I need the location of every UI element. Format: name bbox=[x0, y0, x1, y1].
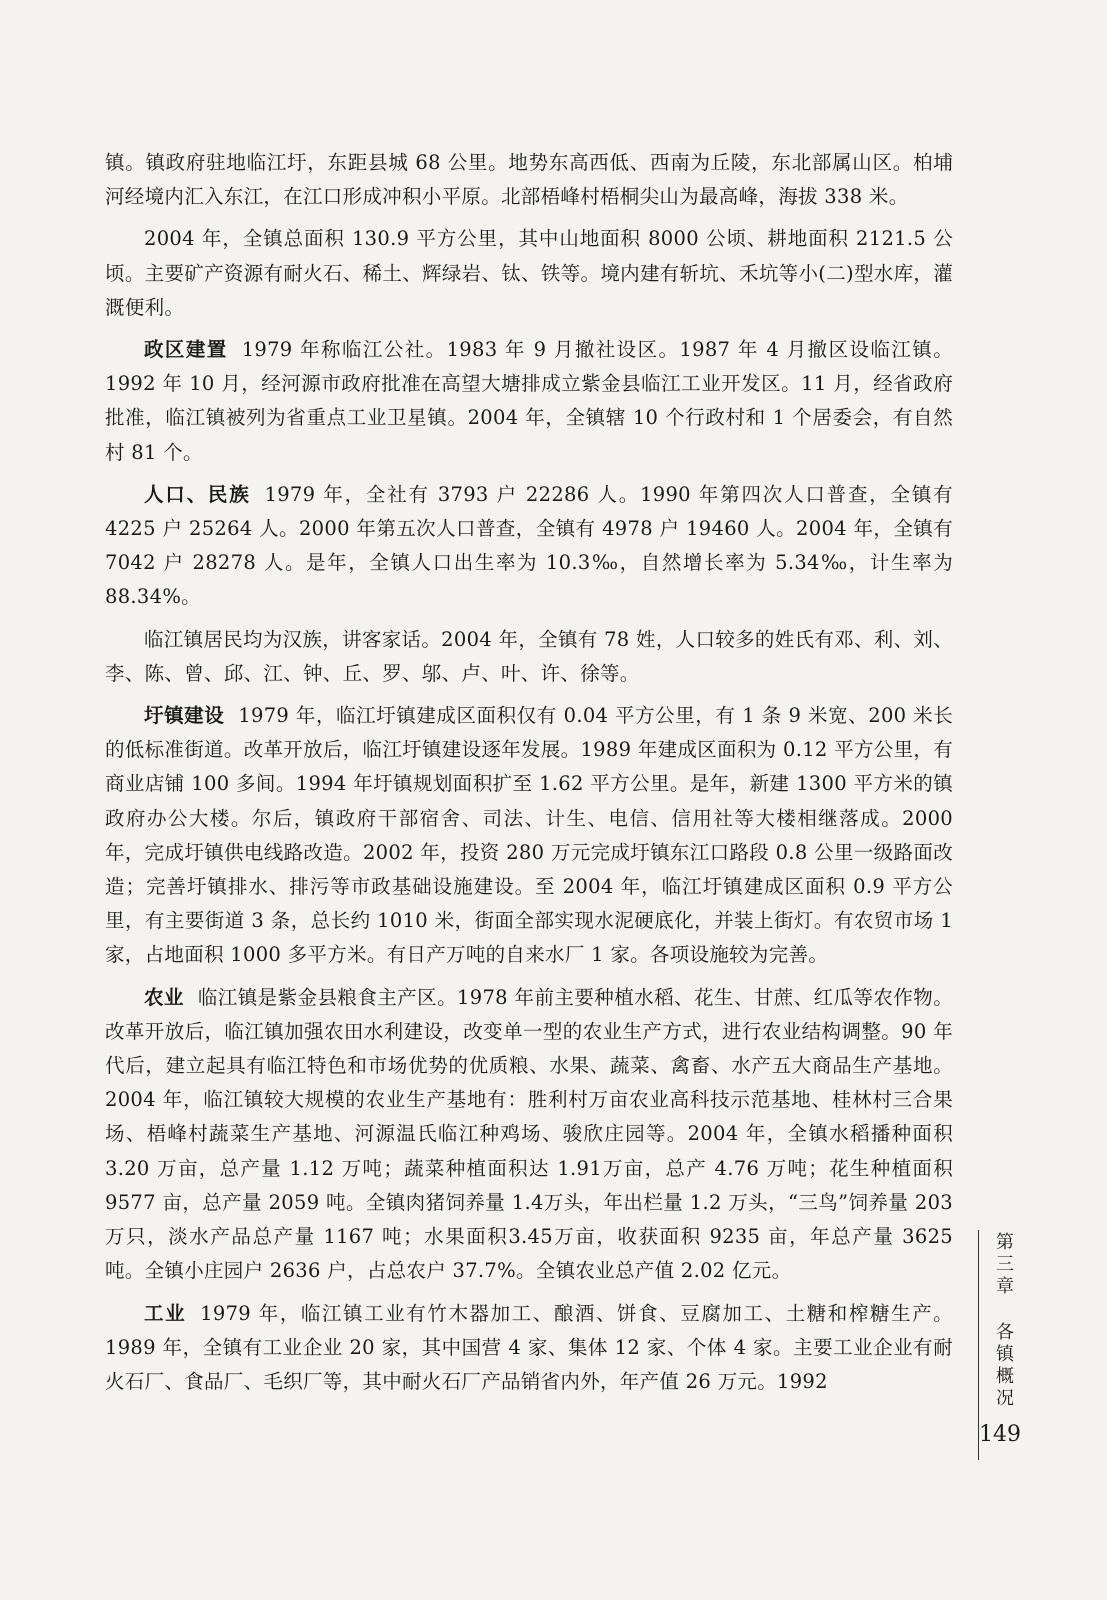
paragraph-text: 1979 年，临江镇工业有竹木器加工、酿酒、饼食、豆腐加工、土糖和榨糖生产。1989 年，全镇有工业企业 20 家，其中国营 4 家、集体 12 家、个体 4 家。主要工业企业有耐火石厂、食品厂、毛织厂等，其中耐火石厂产品销省内外，年产值 26 万元。1992 bbox=[105, 1301, 953, 1393]
paragraph bbox=[105, 981, 953, 1289]
chapter-label bbox=[990, 1232, 1020, 1298]
chapter-char: 三 bbox=[996, 1254, 1014, 1275]
paragraph-text: 2004 年，全镇总面积 130.9 平方公里，其中山地面积 8000 公顷、耕地面积 2121.5 公顷。主要矿产资源有耐火石、稀土、辉绿岩、钛、铁等。境内建有斩坑、禾坑等小(二)型水库，灌溉便利。 bbox=[105, 227, 953, 319]
section-heading: 工业 bbox=[144, 1301, 187, 1325]
chapter-char: 章 bbox=[996, 1276, 1014, 1297]
section-heading: 农业 bbox=[144, 985, 184, 1009]
section-heading: 圩镇建设 bbox=[144, 704, 225, 728]
chapter-char: 第 bbox=[996, 1232, 1014, 1253]
paragraph-text: 临江镇是紫金县粮食主产区。1978 年前主要种植水稻、花生、甘蔗、红瓜等农作物。改革开放后，临江镇加强农田水利建设，改变单一型的农业生产方式，进行农业结构调整。90 年代后，建立起具有临江特色和市场优势的优质粮、水果、蔬菜、禽畜、水产五大商品生产基地。2004 年，临江镇较大规模的农业生产基地有：胜利村万亩农业高科技示范基地、桂林村三合果场、梧峰村蔬菜生产基地、河源温氏临江种鸡场、骏欣庄园等。2004 年，全镇水稻播种面积 3.20 万亩，总产量 1.12 万吨；蔬菜种植面积达 1.91万亩，总产 4.76 万吨；花生种植面积 9577 亩，总产量 2059 吨。全镇肉猪饲养量 1.4万头，年出栏量 1.2 万头，“三鸟”饲养量 203 万只，淡水产品总产量 1167 吨；水果面积3.45万亩，收获面积 9235 亩，年总产量 3625 吨。全镇小庄园户 2636 户，占总农户 37.7%。全镇农业总产值 2.02 亿元。 bbox=[105, 985, 953, 1283]
paragraph bbox=[105, 699, 953, 973]
paragraph bbox=[105, 1297, 953, 1400]
section-char: 镇 bbox=[996, 1344, 1014, 1365]
section-char: 各 bbox=[996, 1322, 1014, 1343]
paragraph-text: 1979 年，全社有 3793 户 22286 人。1990 年第四次人口普查，全镇有 4225 户 25264 人。2000 年第五次人口普查，全镇有 4978 户 19460 人。2004 年，全镇有 7042 户 28278 人。是年，全镇人口出生率为 10.3‰，自然增长率为 5.34‰，计生率为 88.34%。 bbox=[105, 482, 953, 609]
section-char: 况 bbox=[996, 1388, 1014, 1409]
section-char: 概 bbox=[996, 1366, 1014, 1387]
section-heading: 人口、民族 bbox=[144, 482, 251, 506]
section-heading: 政区建置 bbox=[144, 338, 228, 362]
page-body bbox=[105, 146, 953, 1407]
paragraph-text: 1979 年，临江圩镇建成区面积仅有 0.04 平方公里，有 1 条 9 米宽、200 米长的低标准街道。改革开放后，临江圩镇建设逐年发展。1989 年建成区面积为 0.12 平方公里，有商业店铺 100 多间。1994 年圩镇规划面积扩至 1.62 平方公里。是年，新建 1300 平方米的镇政府办公大楼。尔后，镇政府干部宿舍、司法、计生、电信、信用社等大楼相继落成。2000 年，完成圩镇供电线路改造。2002 年，投资 280 万元完成圩镇东江口路段 0.8 公里一级路面改造；完善圩镇排水、排污等市政基础设施建设。至 2004 年，临江圩镇建成区面积 0.9 平方公里，有主要街道 3 条，总长约 1010 米，街面全部实现水泥硬底化，并装上街灯。有农贸市场 1 家，占地面积 1000 多平方米。有日产万吨的自来水厂 1 家。各项设施较为完善。 bbox=[105, 704, 953, 967]
paragraph-text: 1979 年称临江公社。1983 年 9 月撤社设区。1987 年 4 月撤区设临江镇。1992 年 10 月，经河源市政府批准在高望大塘排成立紫金县临江工业开发区。11 月，经省政府批准，临江镇被列为省重点工业卫星镇。2004 年，全镇辖 10 个行政村和 1 个居委会，有自然村 81 个。 bbox=[105, 338, 953, 464]
paragraph-text: 临江镇居民均为汉族，讲客家话。2004 年，全镇有 78 姓，人口较多的姓氏有邓、利、刘、李、陈、曾、邱、江、钟、丘、罗、邬、卢、叶、许、徐等。 bbox=[105, 627, 953, 685]
section-label bbox=[990, 1322, 1020, 1410]
page-number: 149 bbox=[979, 1422, 1021, 1447]
paragraph bbox=[105, 222, 953, 325]
paragraph-text: 镇。镇政府驻地临江圩，东距县城 68 公里。地势东高西低、西南为丘陵，东北部属山区。柏埔河经境内汇入东江，在江口形成冲积小平原。北部梧峰村梧桐尖山为最高峰，海拔 338 米。 bbox=[105, 151, 953, 209]
paragraph bbox=[105, 146, 953, 214]
paragraph bbox=[105, 333, 953, 470]
paragraph bbox=[105, 623, 953, 691]
paragraph bbox=[105, 478, 953, 615]
